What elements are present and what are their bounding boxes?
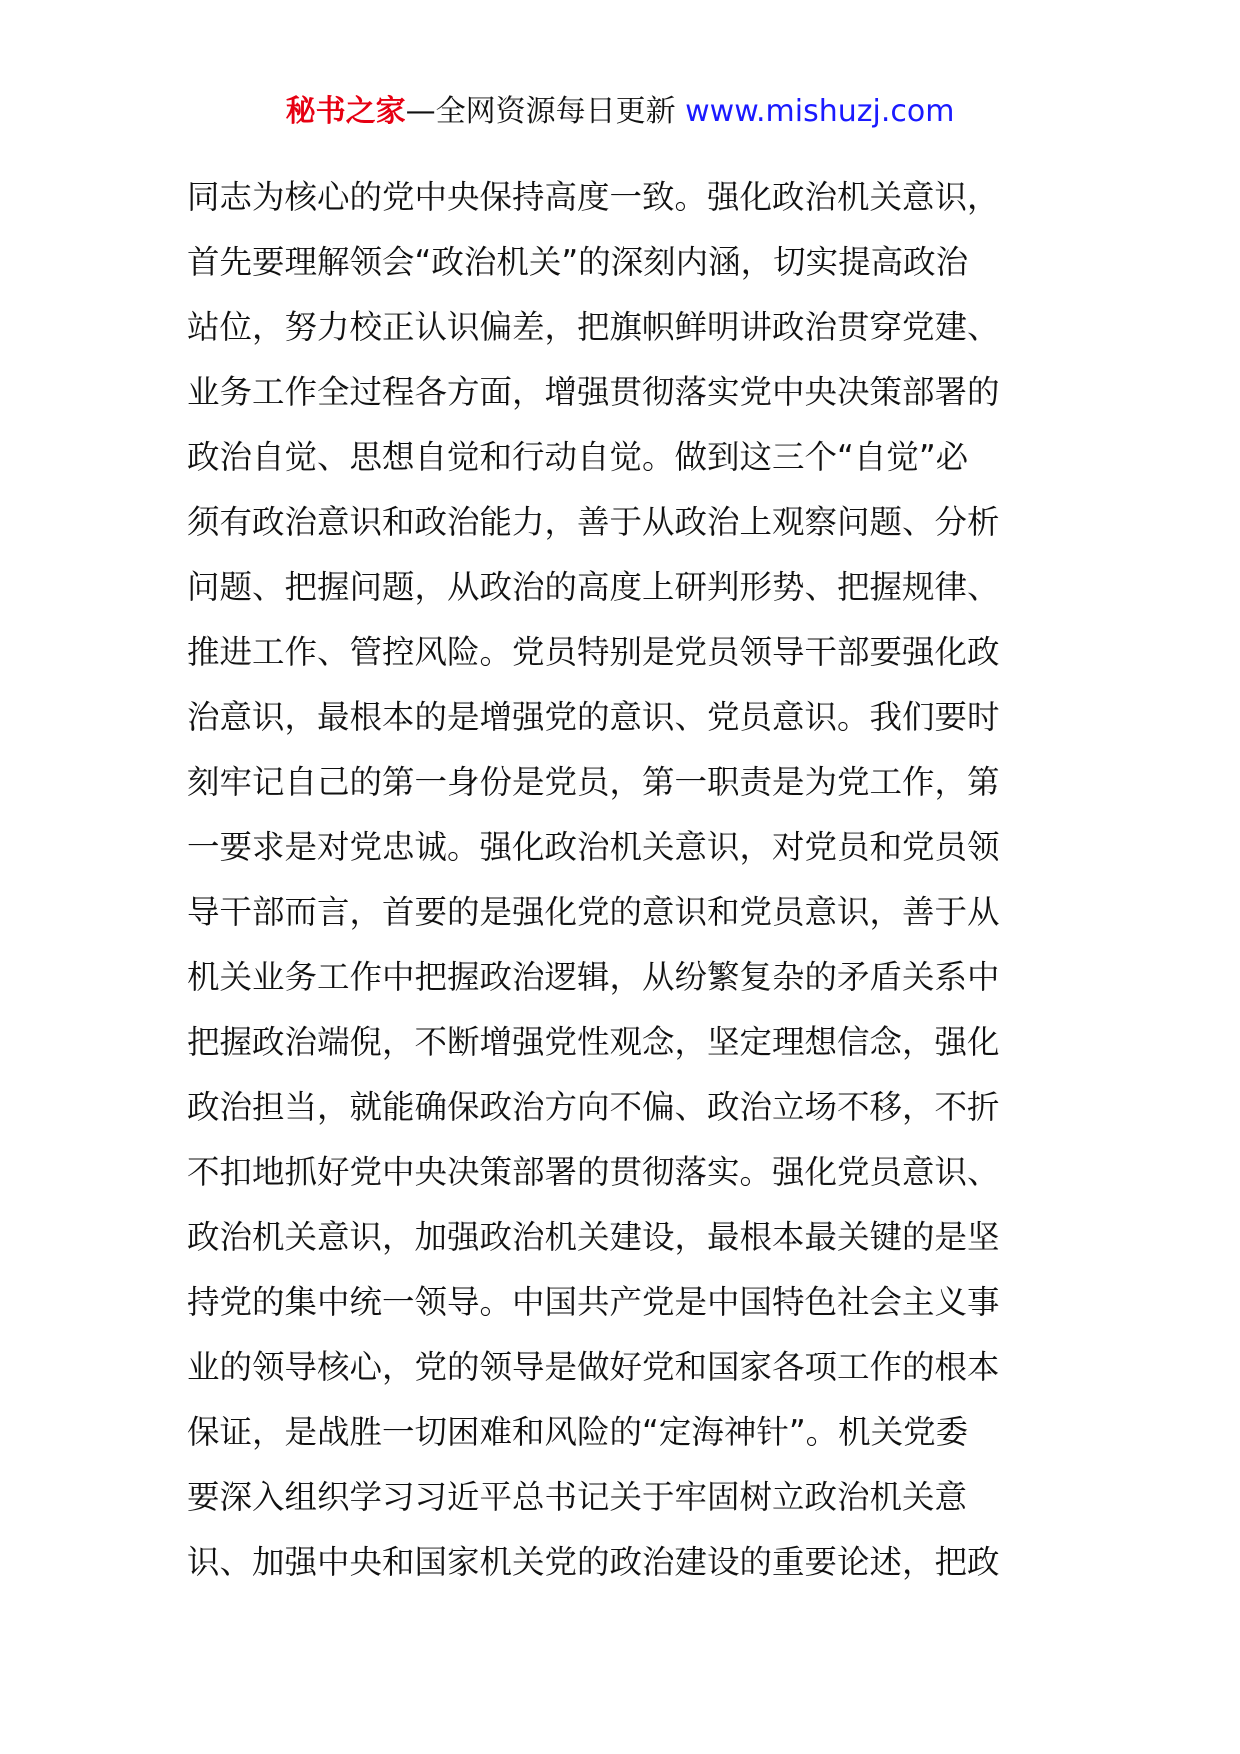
text-line: 识、加强中央和国家机关党的政治建设的重要论述，把政	[187, 1543, 1000, 1581]
text-line: 治意识，最根本的是增强党的意识、党员意识。我们要时	[187, 698, 1000, 736]
text-line: 保证，是战胜一切困难和风险的“定海神针”。机关党委	[187, 1413, 969, 1451]
text-line: 问题、把握问题，从政治的高度上研判形势、把握规律、	[187, 568, 1000, 606]
text-line: 不扣地抓好党中央决策部署的贯彻落实。强化党员意识、	[187, 1153, 1000, 1191]
text-line: 同志为核心的党中央保持高度一致。强化政治机关意识，	[187, 178, 1000, 216]
header-tagline: —全网资源每日更新	[405, 94, 676, 129]
text-line: 业的领导核心，党的领导是做好党和国家各项工作的根本	[187, 1348, 1000, 1386]
text-line: 把握政治端倪，不断增强党性观念，坚定理想信念，强化	[187, 1023, 1000, 1061]
text-line: 首先要理解领会“政治机关”的深刻内涵，切实提高政治	[187, 243, 969, 281]
text-line: 须有政治意识和政治能力，善于从政治上观察问题、分析	[187, 503, 1000, 541]
text-line: 一要求是对党忠诚。强化政治机关意识，对党员和党员领	[187, 828, 1000, 866]
website-link[interactable]: www.mishuzj.com	[685, 94, 955, 129]
text-line: 推进工作、管控风险。党员特别是党员领导干部要强化政	[187, 633, 1000, 671]
text-line: 业务工作全过程各方面，增强贯彻落实党中央决策部署的	[187, 373, 1000, 411]
text-line: 政治自觉、思想自觉和行动自觉。做到这三个“自觉”必	[187, 438, 969, 476]
text-line: 政治担当，就能确保政治方向不偏、政治立场不移，不折	[187, 1088, 1000, 1126]
document-body	[187, 165, 1067, 1595]
text-line: 持党的集中统一领导。中国共产党是中国特色社会主义事	[187, 1283, 1000, 1321]
text-line: 站位，努力校正认识偏差，把旗帜鲜明讲政治贯穿党建、	[187, 308, 1000, 346]
text-line: 政治机关意识，加强政治机关建设，最根本最关键的是坚	[187, 1218, 1000, 1256]
page-header	[0, 92, 1240, 132]
text-line: 刻牢记自己的第一身份是党员，第一职责是为党工作，第	[187, 763, 1000, 801]
text-line: 机关业务工作中把握政治逻辑，从纷繁复杂的矛盾关系中	[187, 958, 1000, 996]
text-line: 导干部而言，首要的是强化党的意识和党员意识，善于从	[187, 893, 1000, 931]
brand-name: 秘书之家	[285, 94, 406, 129]
text-line: 要深入组织学习习近平总书记关于牢固树立政治机关意	[187, 1478, 968, 1516]
